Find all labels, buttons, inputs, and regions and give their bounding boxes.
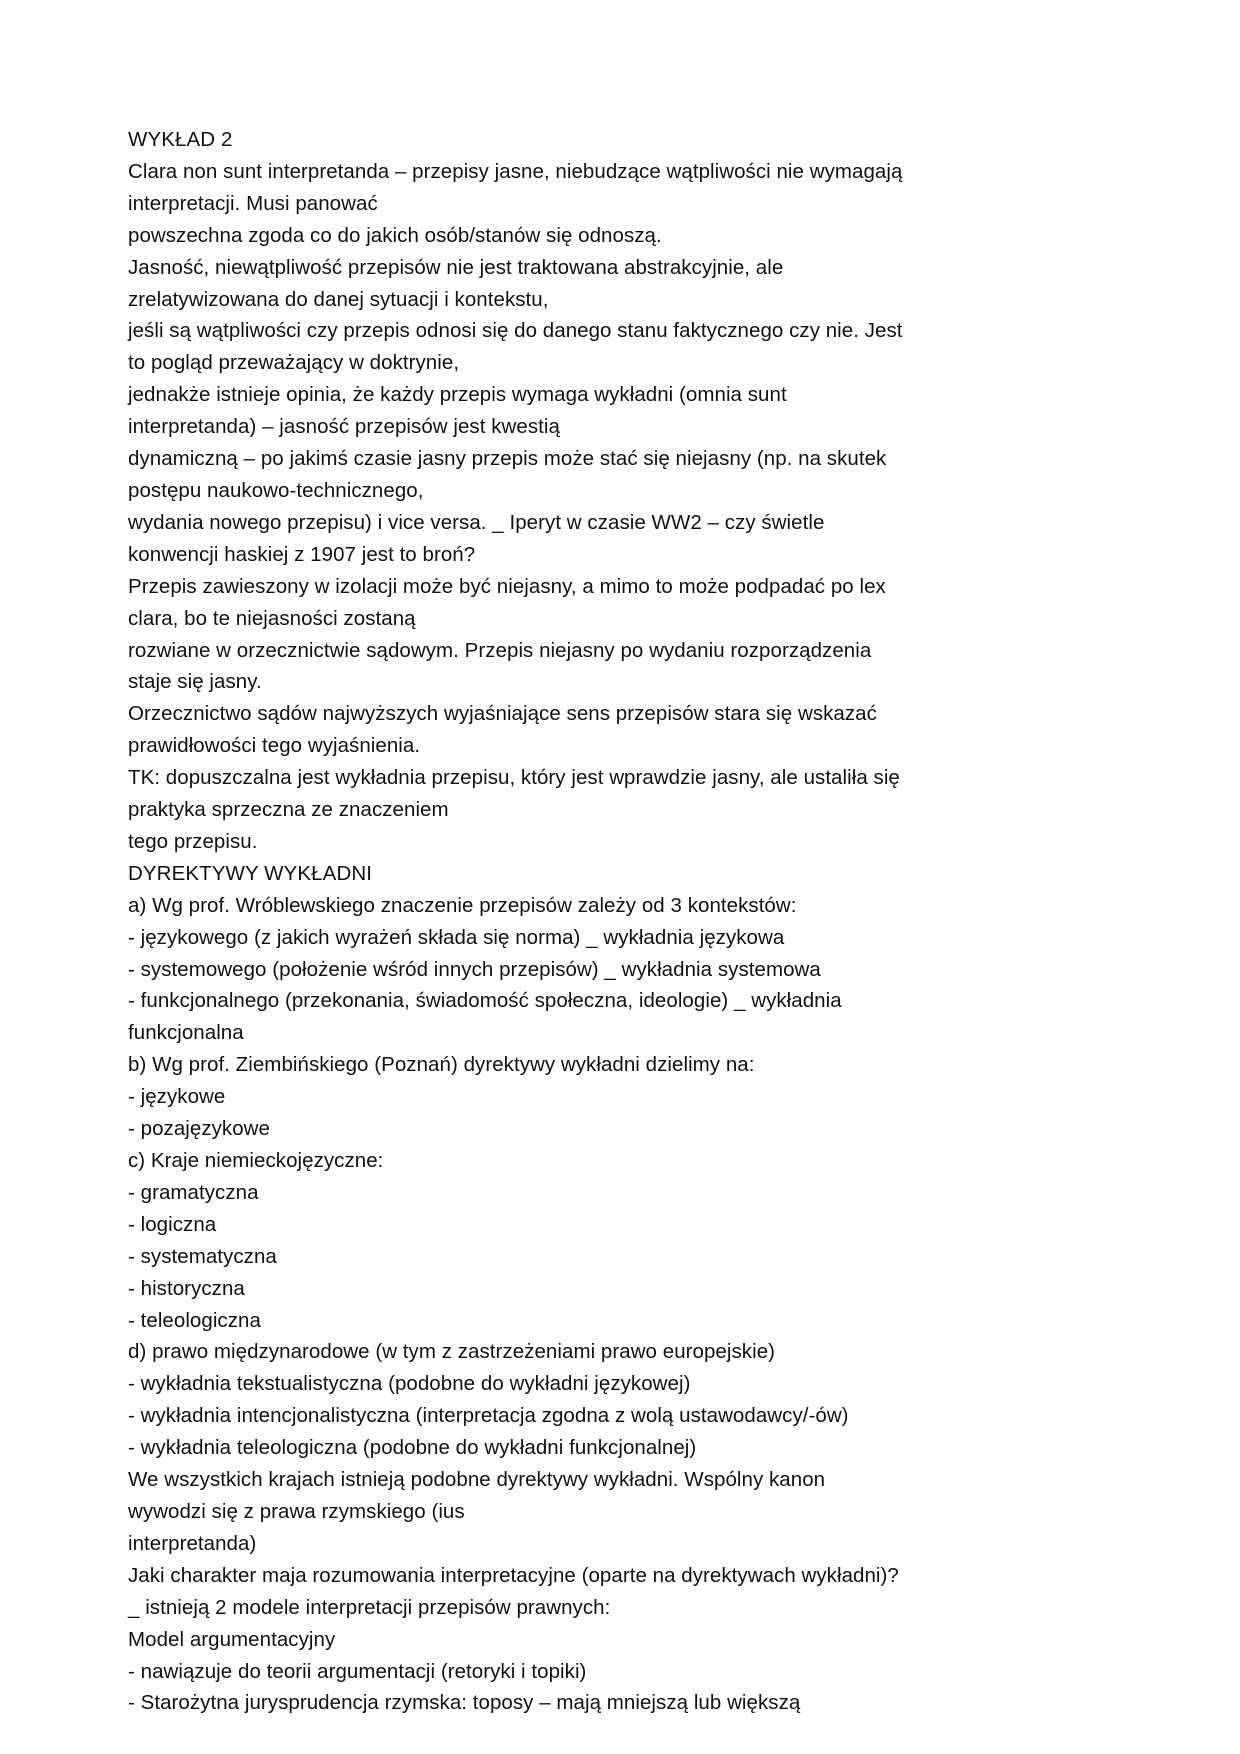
document-line: jednakże istnieje opinia, że każdy przepis wymaga wykładni (omnia sunt (128, 383, 787, 407)
document-line: - językowe (128, 1085, 226, 1109)
document-line: clara, bo te niejasności zostaną (128, 606, 416, 630)
document-line: interpretanda) (128, 1531, 257, 1555)
document-line: postępu naukowo-technicznego, (128, 478, 424, 502)
document-line: - wykładnia intencjonalistyczna (interpretacja zgodna z wolą ustawodawcy/-ów) (128, 1404, 849, 1428)
document-line: jeśli są wątpliwości czy przepis odnosi się do danego stanu faktycznego czy nie. Jest (128, 319, 903, 343)
document-line: a) Wg prof. Wróblewskiego znaczenie przepisów zależy od 3 kontekstów: (128, 893, 797, 917)
document-line: c) Kraje niemieckojęzyczne: (128, 1149, 384, 1172)
document-line: TK: dopuszczalna jest wykładnia przepisu, który jest wprawdzie jasny, ale ustaliła się (128, 766, 900, 790)
document-line: praktyka sprzeczna ze znaczeniem (128, 798, 449, 822)
document-line: - gramatyczna (128, 1180, 259, 1204)
document-line: Jasność, niewątpliwość przepisów nie jest traktowana abstrakcyjnie, ale (128, 255, 784, 279)
document-line: interpretacji. Musi panować (128, 191, 378, 215)
document-line: - nawiązuje do teorii argumentacji (retoryki i topiki) (128, 1659, 587, 1683)
document-line: - logiczna (128, 1212, 217, 1236)
document-line: We wszystkich krajach istnieją podobne dyrektywy wykładni. Wspólny kanon (128, 1468, 826, 1492)
document-line: - systematyczna (128, 1244, 277, 1268)
document-line: powszechna zgoda co do jakich osób/stanów się odnoszą. (128, 223, 662, 247)
document-line: staje się jasny. (128, 670, 262, 694)
document-line: - historyczna (128, 1276, 245, 1300)
document-line: - teleologiczna (128, 1308, 261, 1332)
document-line: rozwiane w orzecznictwie sądowym. Przepis niejasny po wydaniu rozporządzenia (128, 638, 872, 662)
document-line: b) Wg prof. Ziembińskiego (Poznań) dyrektywy wykładni dzielimy na: (128, 1053, 755, 1077)
document-line: - Starożytna jurysprudencja rzymska: toposy – mają mniejszą lub większą (128, 1691, 801, 1715)
document-line: - pozajęzykowe (128, 1117, 270, 1141)
document-line: - funkcjonalnego (przekonania, świadomość społeczna, ideologie) _ wykładnia (128, 989, 842, 1013)
section-heading-dyrektywy: DYREKTYWY WYKŁADNI (128, 861, 373, 885)
document-line: - wykładnia tekstualistyczna (podobne do wykładni językowej) (128, 1372, 691, 1396)
document-line: Jaki charakter maja rozumowania interpretacyjne (oparte na dyrektywach wykładni)? (128, 1563, 899, 1587)
document-line: konwencji haskiej z 1907 jest to broń? (128, 542, 476, 566)
document-line: interpretanda) – jasność przepisów jest kwestią (128, 415, 560, 439)
document-line: to pogląd przeważający w doktrynie, (128, 351, 460, 375)
document-line: - językowego (z jakich wyrażeń składa się norma) _ wykładnia językowa (128, 925, 785, 949)
document-line: zrelatywizowana do danej sytuacji i kontekstu, (128, 287, 549, 311)
document-line: tego przepisu. (128, 829, 258, 853)
document-line: prawidłowości tego wyjaśnienia. (128, 734, 421, 758)
document-line: wydania nowego przepisu) i vice versa. _ Iperyt w czasie WW2 – czy świetle (128, 510, 825, 534)
document-line: - wykładnia teleologiczna (podobne do wykładni funkcjonalnej) (128, 1436, 697, 1460)
document-line: Orzecznictwo sądów najwyższych wyjaśniające sens przepisów stara się wskazać (128, 702, 877, 726)
document-line: d) prawo międzynarodowe (w tym z zastrzeżeniami prawo europejskie) (128, 1340, 776, 1364)
document-text-body (128, 124, 1128, 1719)
document-line: - systemowego (położenie wśród innych przepisów) _ wykładnia systemowa (128, 957, 821, 981)
document-line: wywodzi się z prawa rzymskiego (ius (128, 1499, 465, 1523)
document-line: _ istnieją 2 modele interpretacji przepisów prawnych: (128, 1595, 611, 1619)
document-line: Model argumentacyjny (128, 1627, 336, 1651)
document-line: dynamiczną – po jakimś czasie jasny przepis może stać się niejasny (np. na skutek (128, 447, 887, 471)
document-heading: WYKŁAD 2 (128, 128, 233, 151)
document-line: Clara non sunt interpretanda – przepisy jasne, niebudzące wątpliwości nie wymagają (128, 159, 903, 183)
document-line: funkcjonalna (128, 1021, 244, 1045)
document-line: Przepis zawieszony w izolacji może być niejasny, a mimo to może podpadać po lex (128, 574, 886, 598)
